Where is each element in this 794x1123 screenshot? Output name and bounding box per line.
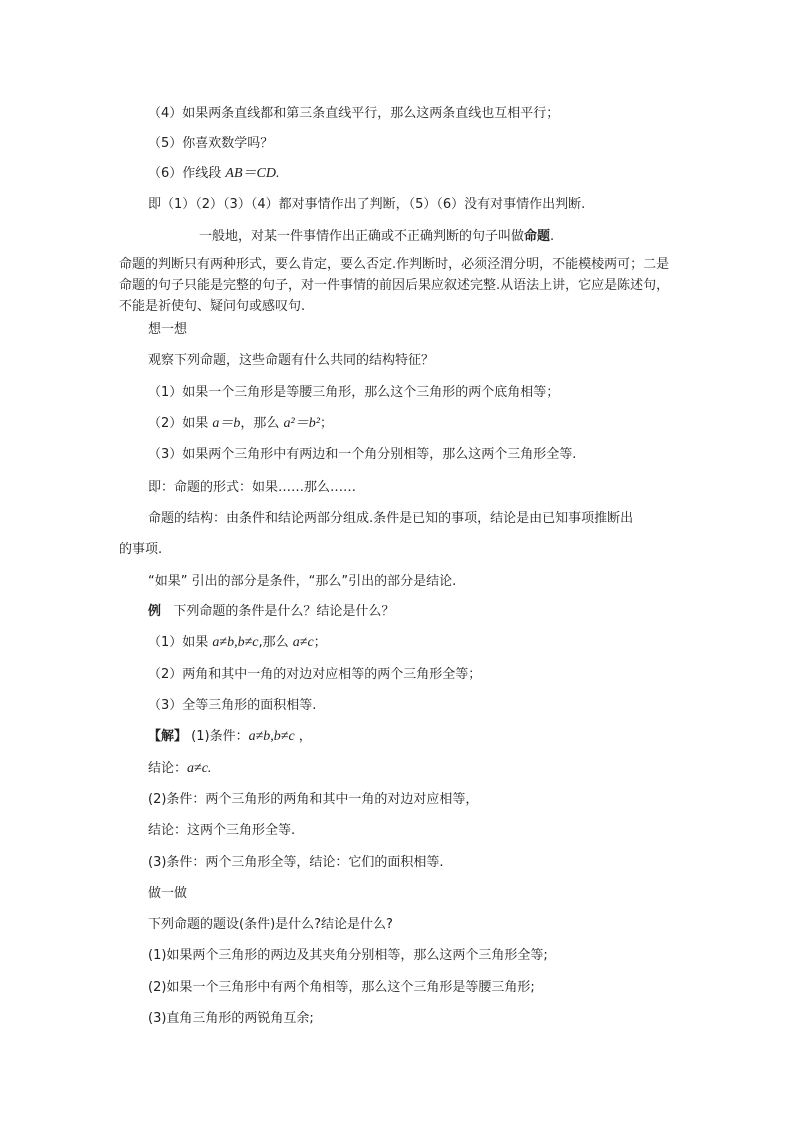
solution-1-math: a≠b,b≠c: [248, 729, 295, 744]
think-item-2: [148, 416, 333, 432]
example-item-1-math: a≠b,b≠c: [212, 635, 259, 650]
item-4: （4）如果两条直线都和第三条直线平行，那么这两条直线也互相平行；: [148, 106, 560, 121]
example-item-1-math2: a≠c: [292, 635, 314, 650]
practice-item-3: (3)直角三角形的两锐角互余;: [148, 1011, 314, 1026]
if-then-line: “如果” 引出的部分是条件，“那么”引出的部分是结论.: [148, 574, 457, 589]
think-item-2-math-b: a²＝b²: [283, 416, 320, 431]
example-question: 下列命题的条件是什么？结论是什么？: [173, 604, 395, 619]
solution-1-pre: (1)条件：: [187, 729, 249, 744]
solution-1-conclusion-pre: 结论：: [148, 761, 188, 776]
example-item-1-mid: ,那么: [258, 635, 293, 650]
solution-3: (3)条件：两个三角形全等，结论：它们的面积相等.: [148, 855, 444, 870]
think-item-2-pre: （2）如果: [148, 416, 213, 431]
think-question: 观察下列命题，这些命题有什么共同的结构特征？: [148, 353, 435, 368]
definition-pre: 一般地，对某一件事情作出正确或不正确判断的句子叫做: [199, 229, 525, 244]
definition: [199, 229, 554, 245]
practice-question: 下列命题的题设(条件)是什么?结论是什么?: [148, 917, 393, 932]
think-title: 想一想: [148, 322, 188, 337]
think-item-2-mid: ，那么: [240, 416, 284, 431]
structure-line-1: 命题的结构：由条件和结论两部分组成.条件是已知的事项，结论是由已知事项推断出: [148, 511, 634, 526]
solution-2: (2)条件：两个三角形的两角和其中一角的对边对应相等，: [148, 792, 479, 807]
example-item-2: （2）两角和其中一角的对边对应相等的两个三角形全等；: [148, 667, 482, 682]
example-heading: [148, 604, 394, 620]
practice-title: 做一做: [148, 886, 188, 901]
item-6-math: AB＝CD.: [225, 166, 280, 181]
think-item-2-post: ；: [319, 416, 333, 431]
think-item-3: （3）如果两个三角形中有两边和一个角分别相等，那么这两个三角形全等.: [148, 447, 577, 462]
practice-item-1: (1)如果两个三角形的两边及其夹角分别相等，那么这两个三角形全等;: [148, 948, 548, 963]
solution-2-conclusion: 结论：这两个三角形全等.: [148, 823, 296, 838]
solution-1-conclusion-math: a≠c.: [187, 761, 212, 776]
explain-paragraph: 命题的判断只有两种形式，要么肯定，要么否定.作判断时，必须泾渭分明，不能模棱两可；二是命题的句子只能是完整的句子，对一件事情的前因后果应叙述完整.从语法上讲，它应是陈述句，不能是祈使句、疑问句或感叹句.: [119, 257, 670, 314]
example-item-3: （3）全等三角形的面积相等.: [148, 698, 317, 713]
solution-1-conclusion: [148, 761, 211, 777]
practice-item-2: (2)如果一个三角形中有两个角相等，那么这个三角形是等腰三角形;: [148, 980, 535, 995]
definition-term: 命题: [524, 229, 551, 244]
solution-label: 【解】: [148, 729, 188, 744]
structure-line-2: 的事项.: [119, 542, 163, 557]
item-6-text: （6）作线段: [148, 166, 226, 181]
solution-1-post: ，: [294, 729, 312, 744]
judgement-summary: 即（1）（2）（3）（4）都对事情作出了判断，（5）（6）没有对事情作出判断.: [148, 197, 586, 212]
solution-1: [148, 729, 312, 745]
form-line: 即：命题的形式：如果……那么……: [148, 480, 357, 495]
example-item-1-post: ；: [313, 635, 327, 650]
definition-post: .: [550, 229, 555, 244]
think-item-2-math-a: a＝b: [212, 416, 241, 431]
example-item-1: [148, 635, 327, 651]
item-5: （5）你喜欢数学吗？: [148, 136, 274, 151]
example-label: 例: [148, 604, 162, 619]
think-item-1: （1）如果一个三角形是等腰三角形，那么这个三角形的两个底角相等；: [148, 385, 560, 400]
item-6: [148, 166, 279, 182]
example-item-1-pre: （1）如果: [148, 635, 213, 650]
